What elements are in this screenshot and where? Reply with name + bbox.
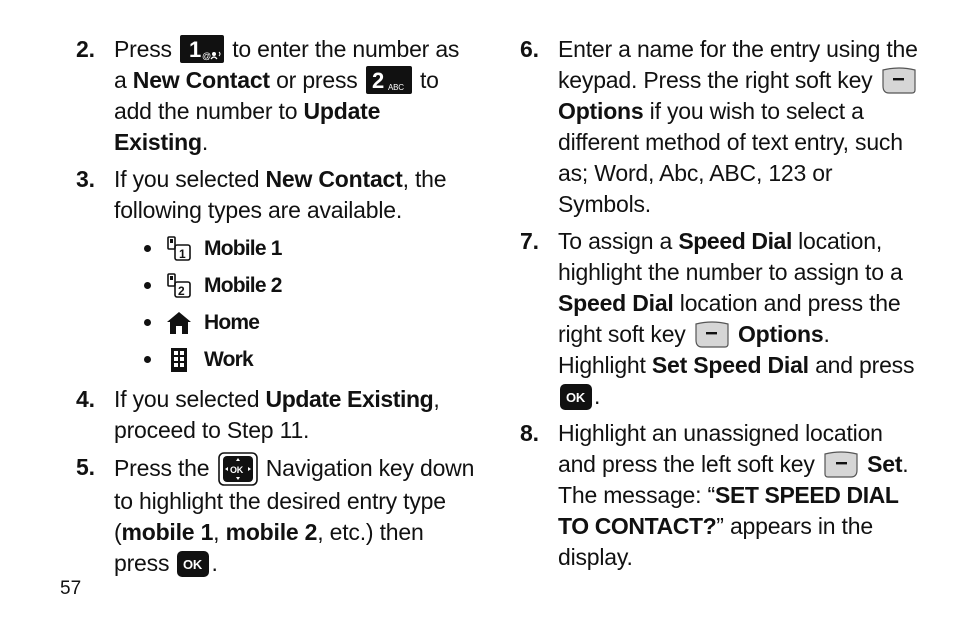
list-item-label: Work <box>204 348 253 371</box>
list-item <box>144 230 476 267</box>
mobile-1-icon <box>166 236 192 262</box>
step-2: 2. Press 1 @ to enter the number as a New Contact or press 2 ABC to add the number to Update Existing. <box>76 36 460 155</box>
svg-text:1: 1 <box>189 37 202 62</box>
svg-text:2: 2 <box>371 68 384 93</box>
step-5: 5. Press the OK Navigation key down to highlight the desired entry type (mobile 1, mobile 2, etc.) then press OK . <box>76 454 475 576</box>
svg-text:@: @ <box>202 51 211 61</box>
left-soft-key-icon <box>823 450 859 478</box>
bullet <box>144 319 151 326</box>
step-4: 4. If you selected Update Existing, proceed to Step 11. <box>76 386 440 443</box>
step-number: 8. <box>520 420 539 446</box>
step-6: 6. Enter a name for the entry using the keypad. Press the right soft key Options if you wish to select a different method of text entry, such as; Word, Abc, ABC, 123 or Symbols. <box>520 36 918 217</box>
key-1-icon <box>180 35 224 63</box>
page-number: 57 <box>60 578 82 599</box>
list-item <box>144 304 476 341</box>
step-number: 4. <box>76 386 95 412</box>
home-icon <box>166 310 192 336</box>
step-number: 3. <box>76 166 95 192</box>
step-number: 5. <box>76 454 95 480</box>
bullet <box>144 245 151 252</box>
step-number: 2. <box>76 36 95 62</box>
svg-text:OK: OK <box>183 557 203 572</box>
contact-type-list <box>114 230 476 378</box>
mobile-2-icon <box>166 273 192 299</box>
list-item-label: Mobile 2 <box>204 274 282 297</box>
list-item-label: Home <box>204 311 260 334</box>
svg-text:1: 1 <box>179 246 186 261</box>
step-8: 8. Highlight an unassigned location and press the left soft key Set. The message: “SET SPEED DIAL TO CONTACT?” appears in the display. <box>520 420 909 570</box>
work-icon <box>166 347 192 373</box>
step-number: 7. <box>520 228 539 254</box>
svg-text:OK: OK <box>229 465 243 475</box>
list-item-label: Mobile 1 <box>204 237 282 260</box>
right-soft-key-icon <box>881 66 917 94</box>
step-number: 6. <box>520 36 539 62</box>
step-3: 3. If you selected New Contact, the following types are available. 1 Mobile 1 2 Mobile 2 Home Work <box>76 164 476 378</box>
right-soft-key-icon <box>694 320 730 348</box>
step-7: 7. To assign a Speed Dial location, highlight the number to assign to a Speed Dial location and press the right soft key Options. Highlight Set Speed Dial and press OK . <box>520 228 915 409</box>
svg-text:ABC: ABC <box>387 83 404 92</box>
bullet <box>144 282 151 289</box>
list-item <box>144 341 476 378</box>
key-2-icon <box>366 66 412 94</box>
right-column <box>520 34 920 579</box>
ok-key-icon <box>560 384 592 410</box>
left-column <box>76 34 476 585</box>
list-item <box>144 267 476 304</box>
svg-text:2: 2 <box>178 283 185 298</box>
bullet <box>144 356 151 363</box>
ok-key-icon <box>177 551 209 577</box>
svg-text:OK: OK <box>566 390 586 405</box>
navigation-key-icon <box>218 452 258 486</box>
